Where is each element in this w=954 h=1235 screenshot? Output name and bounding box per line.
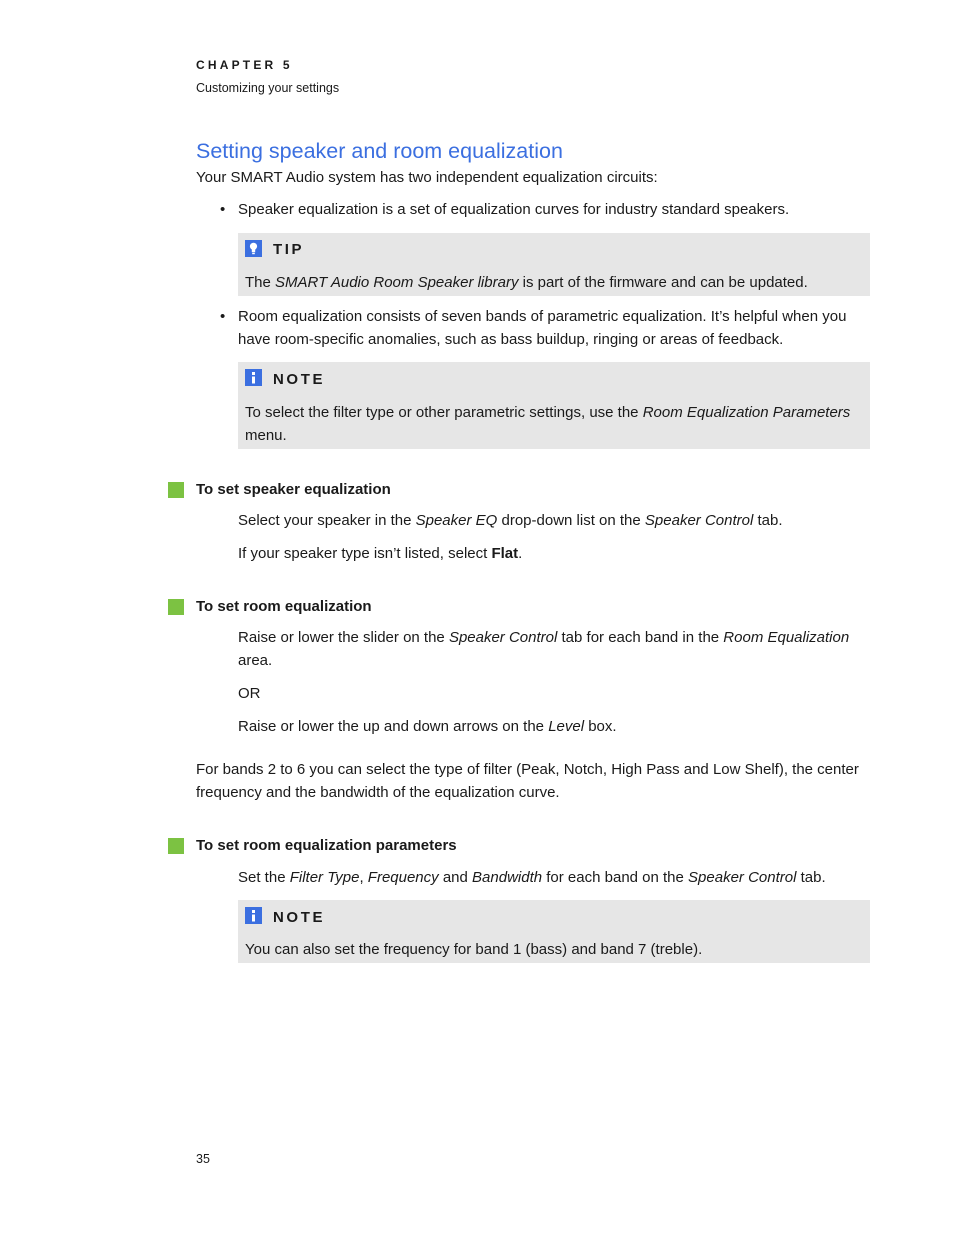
tip-text: The SMART Audio Room Speaker library is part of the firmware and can be updated.: [245, 274, 808, 291]
procedure-step: Select your speaker in the Speaker EQ drop-down list on the Speaker Control tab.: [238, 512, 783, 529]
lightbulb-icon: [245, 240, 262, 257]
note-text: You can also set the frequency for band 1 (bass) and band 7 (treble).: [245, 941, 703, 958]
procedure-step: Raise or lower the slider on the Speaker Control tab for each band in the Room Equalization area.: [238, 629, 850, 669]
procedure-step: If your speaker type isn’t listed, select Flat.: [238, 545, 523, 562]
note-label: NOTE: [273, 909, 326, 926]
tip-label: TIP: [273, 241, 305, 258]
page-number: 35: [196, 1152, 210, 1166]
note-callout: [238, 362, 870, 449]
chapter-label: CHAPTER 5: [196, 58, 293, 72]
chapter-title: Customizing your settings: [196, 81, 340, 95]
or-separator: OR: [238, 685, 261, 702]
note-label: NOTE: [273, 371, 326, 388]
tip-callout: [238, 233, 870, 296]
procedure-step: Set the Filter Type, Frequency and Bandwidth for each band on the Speaker Control tab.: [238, 869, 826, 886]
info-icon: [245, 369, 262, 386]
procedure-title: To set room equalization parameters: [196, 837, 457, 854]
procedure-title: To set room equalization: [196, 598, 372, 615]
section-intro: Your SMART Audio system has two independent equalization circuits:: [196, 169, 658, 186]
procedure-title: To set speaker equalization: [196, 481, 391, 498]
section-title: Setting speaker and room equalization: [196, 139, 563, 163]
note-text: To select the filter type or other parametric settings, use the Room Equalization Parameters menu.: [245, 404, 851, 444]
procedure-step: Raise or lower the up and down arrows on the Level box.: [238, 718, 617, 735]
info-icon: [245, 907, 262, 924]
note-callout: [238, 900, 870, 963]
bullet-marker: •: [220, 201, 226, 218]
procedure-square-icon: [168, 599, 184, 615]
procedure-square-icon: [168, 838, 184, 854]
bullet-marker: •: [220, 308, 226, 325]
bullet-speaker-eq: Speaker equalization is a set of equalization curves for industry standard speakers.: [238, 201, 790, 218]
bands-paragraph: For bands 2 to 6 you can select the type of filter (Peak, Notch, High Pass and Low Shelf), the center frequency and the bandwidth of the equalization curve.: [196, 761, 859, 801]
procedure-square-icon: [168, 482, 184, 498]
bullet-room-eq: Room equalization consists of seven bands of parametric equalization. It’s helpful when you have room-specific anomalies, such as bass buildup, ringing or areas of feedback.: [238, 308, 847, 348]
